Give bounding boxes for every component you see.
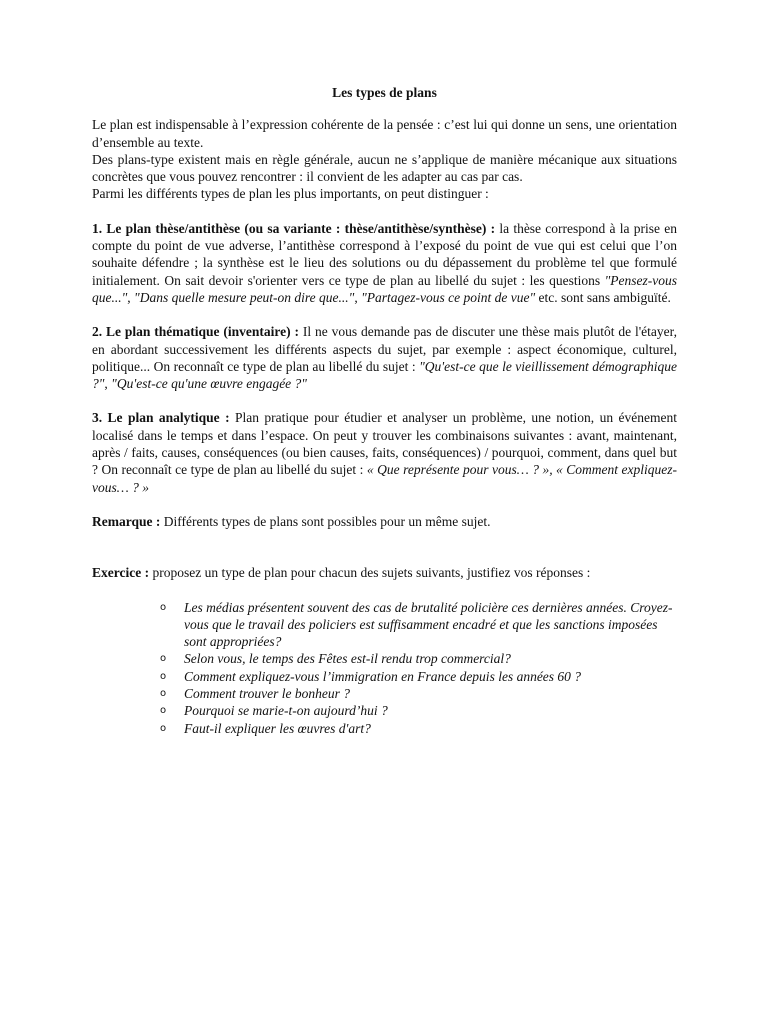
intro-paragraph-1: Le plan est indispensable à l’expression cohérente de la pensée : c’est lui qui donne un sens, une orientation d’ensemble au texte. (92, 117, 677, 150)
exercice-label: Exercice : (92, 565, 150, 581)
section-2-text: Il ne vous demande pas de discuter une thèse mais plutôt de l'étayer, en abordant successivement les différents aspects du sujet, par exemple : aspect économique, culturel, politique... On reconnaît ce type de plan au libellé du sujet : (92, 324, 677, 374)
section-3-text: Plan pratique pour étudier et analyser un problème, une notion, un événement localisé dans le temps et dans l’espace. On peut y trouver les combinaisons suivantes : avant, maintenant, après / faits, causes, conséquences (ou bien causes, faits, conséquences) / pourquoi, comment, dans quel but ? On reconnaît ce type de plan au libellé du sujet : (92, 410, 677, 478)
exercice-text: proposez un type de plan pour chacun des sujets suivants, justifiez vos réponses : (149, 565, 591, 581)
bullet-circle-icon: o (160, 653, 167, 665)
bullet-circle-icon: o (160, 688, 167, 700)
section-1-paragraph: 1. Le plan thèse/antithèse (ou sa variante : thèse/antithèse/synthèse) : la thèse correspond à la prise en compte du point de vue adverse, l’antithèse correspond à l’exposé du point de vue qui est celui que l’on souhaite défendre ; la synthèse est le lieu des solutions ou du dépassement du problème tel que formulé initialement. On sait devoir s'orienter vers ce type de plan au libellé du sujet : les questions "Pensez-vous que...", "Dans quelle mesure peut-on dire que...", "Partagez-vous ce point de vue" etc. sont sans ambiguïté. (92, 220, 677, 305)
intro-paragraph-3: Parmi les différents types de plan les plus importants, on peut distinguer : (92, 186, 489, 202)
section-2-example-1: "Qu'est-ce que le vieillissement démographique ?" (92, 358, 678, 392)
section-3-heading: 3. Le plan analytique : (92, 410, 230, 426)
section-2-heading: 2. Le plan thématique (inventaire) : (92, 324, 299, 340)
section-1-tail: etc. sont sans ambiguïté. (535, 289, 671, 305)
remarque-paragraph (92, 513, 677, 530)
list-item: o Les médias présentent souvent des cas de brutalité policière ces dernières années. Croyez-vous que le travail des policiers est suffisamment encadré et que les sanctions imposées sont appropriées? (160, 599, 673, 650)
section-3-examples: « Que représente pour vous… ? », « Comment expliquez-vous… ? » (92, 462, 677, 495)
section-1-example-2: "Dans quelle mesure peut-on dire que..." (134, 289, 355, 305)
section-1-example-3: "Partagez-vous ce point de vue" (361, 289, 536, 305)
page-title: Les types de plans (332, 85, 437, 100)
bullet-circle-icon: o (160, 705, 167, 717)
exercise-list (92, 599, 677, 737)
exercice-paragraph (92, 564, 677, 581)
section-1-heading: 1. Le plan thèse/antithèse (ou sa variante : thèse/antithèse/synthèse) : (92, 220, 496, 236)
intro-paragraph-2: Des plans-type existent mais en règle générale, aucun ne s’applique de manière mécanique aux situations concrètes que vous pouvez rencontrer : il convient de les adapter au cas par cas. (92, 151, 677, 185)
bullet-circle-icon: o (160, 722, 167, 734)
section-1-text: la thèse correspond à la prise en compte du point de vue adverse, l’antithèse correspond à l’exposé du point de vue qui est celui que l’on souhaite défendre ; la synthèse est le lieu des solutions ou du dépassement du problème tel que formulé initialement. On sait devoir s'orienter vers ce type de plan au libellé du sujet : les questions (92, 220, 677, 288)
list-item: o Comment trouver le bonheur ? (160, 686, 350, 702)
list-item: o Selon vous, le temps des Fêtes est-il rendu trop commercial? (160, 651, 511, 667)
bullet-circle-icon: o (160, 601, 167, 613)
list-item: o Faut-il expliquer les œuvres d'art? (160, 720, 371, 736)
section-3-paragraph (92, 409, 677, 495)
bullet-circle-icon: o (160, 670, 167, 682)
document-page (92, 84, 677, 737)
section-2-paragraph: 2. Le plan thématique (inventaire) : Il ne vous demande pas de discuter une thèse mais plutôt de l'étayer, en abordant successivement les différents aspects du sujet, par exemple : aspect économique, culturel, politique... On reconnaît ce type de plan au libellé du sujet : "Qu'est-ce que le vieillissement démographique ?", "Qu'est-ce qu'une œuvre engagée ?" (92, 324, 678, 392)
remarque-label: Remarque : (92, 513, 161, 529)
remarque-text: Différents types de plans sont possibles pour un même sujet. (160, 513, 491, 529)
list-item: o Pourquoi se marie-t-on aujourd’hui ? (160, 703, 388, 719)
list-item: o Comment expliquez-vous l’immigration en France depuis les années 60 ? (160, 668, 582, 684)
section-1-example-1: "Pensez-vous que..." (92, 272, 677, 305)
section-2-example-2: "Qu'est-ce qu'une œuvre engagée ?" (111, 376, 307, 392)
